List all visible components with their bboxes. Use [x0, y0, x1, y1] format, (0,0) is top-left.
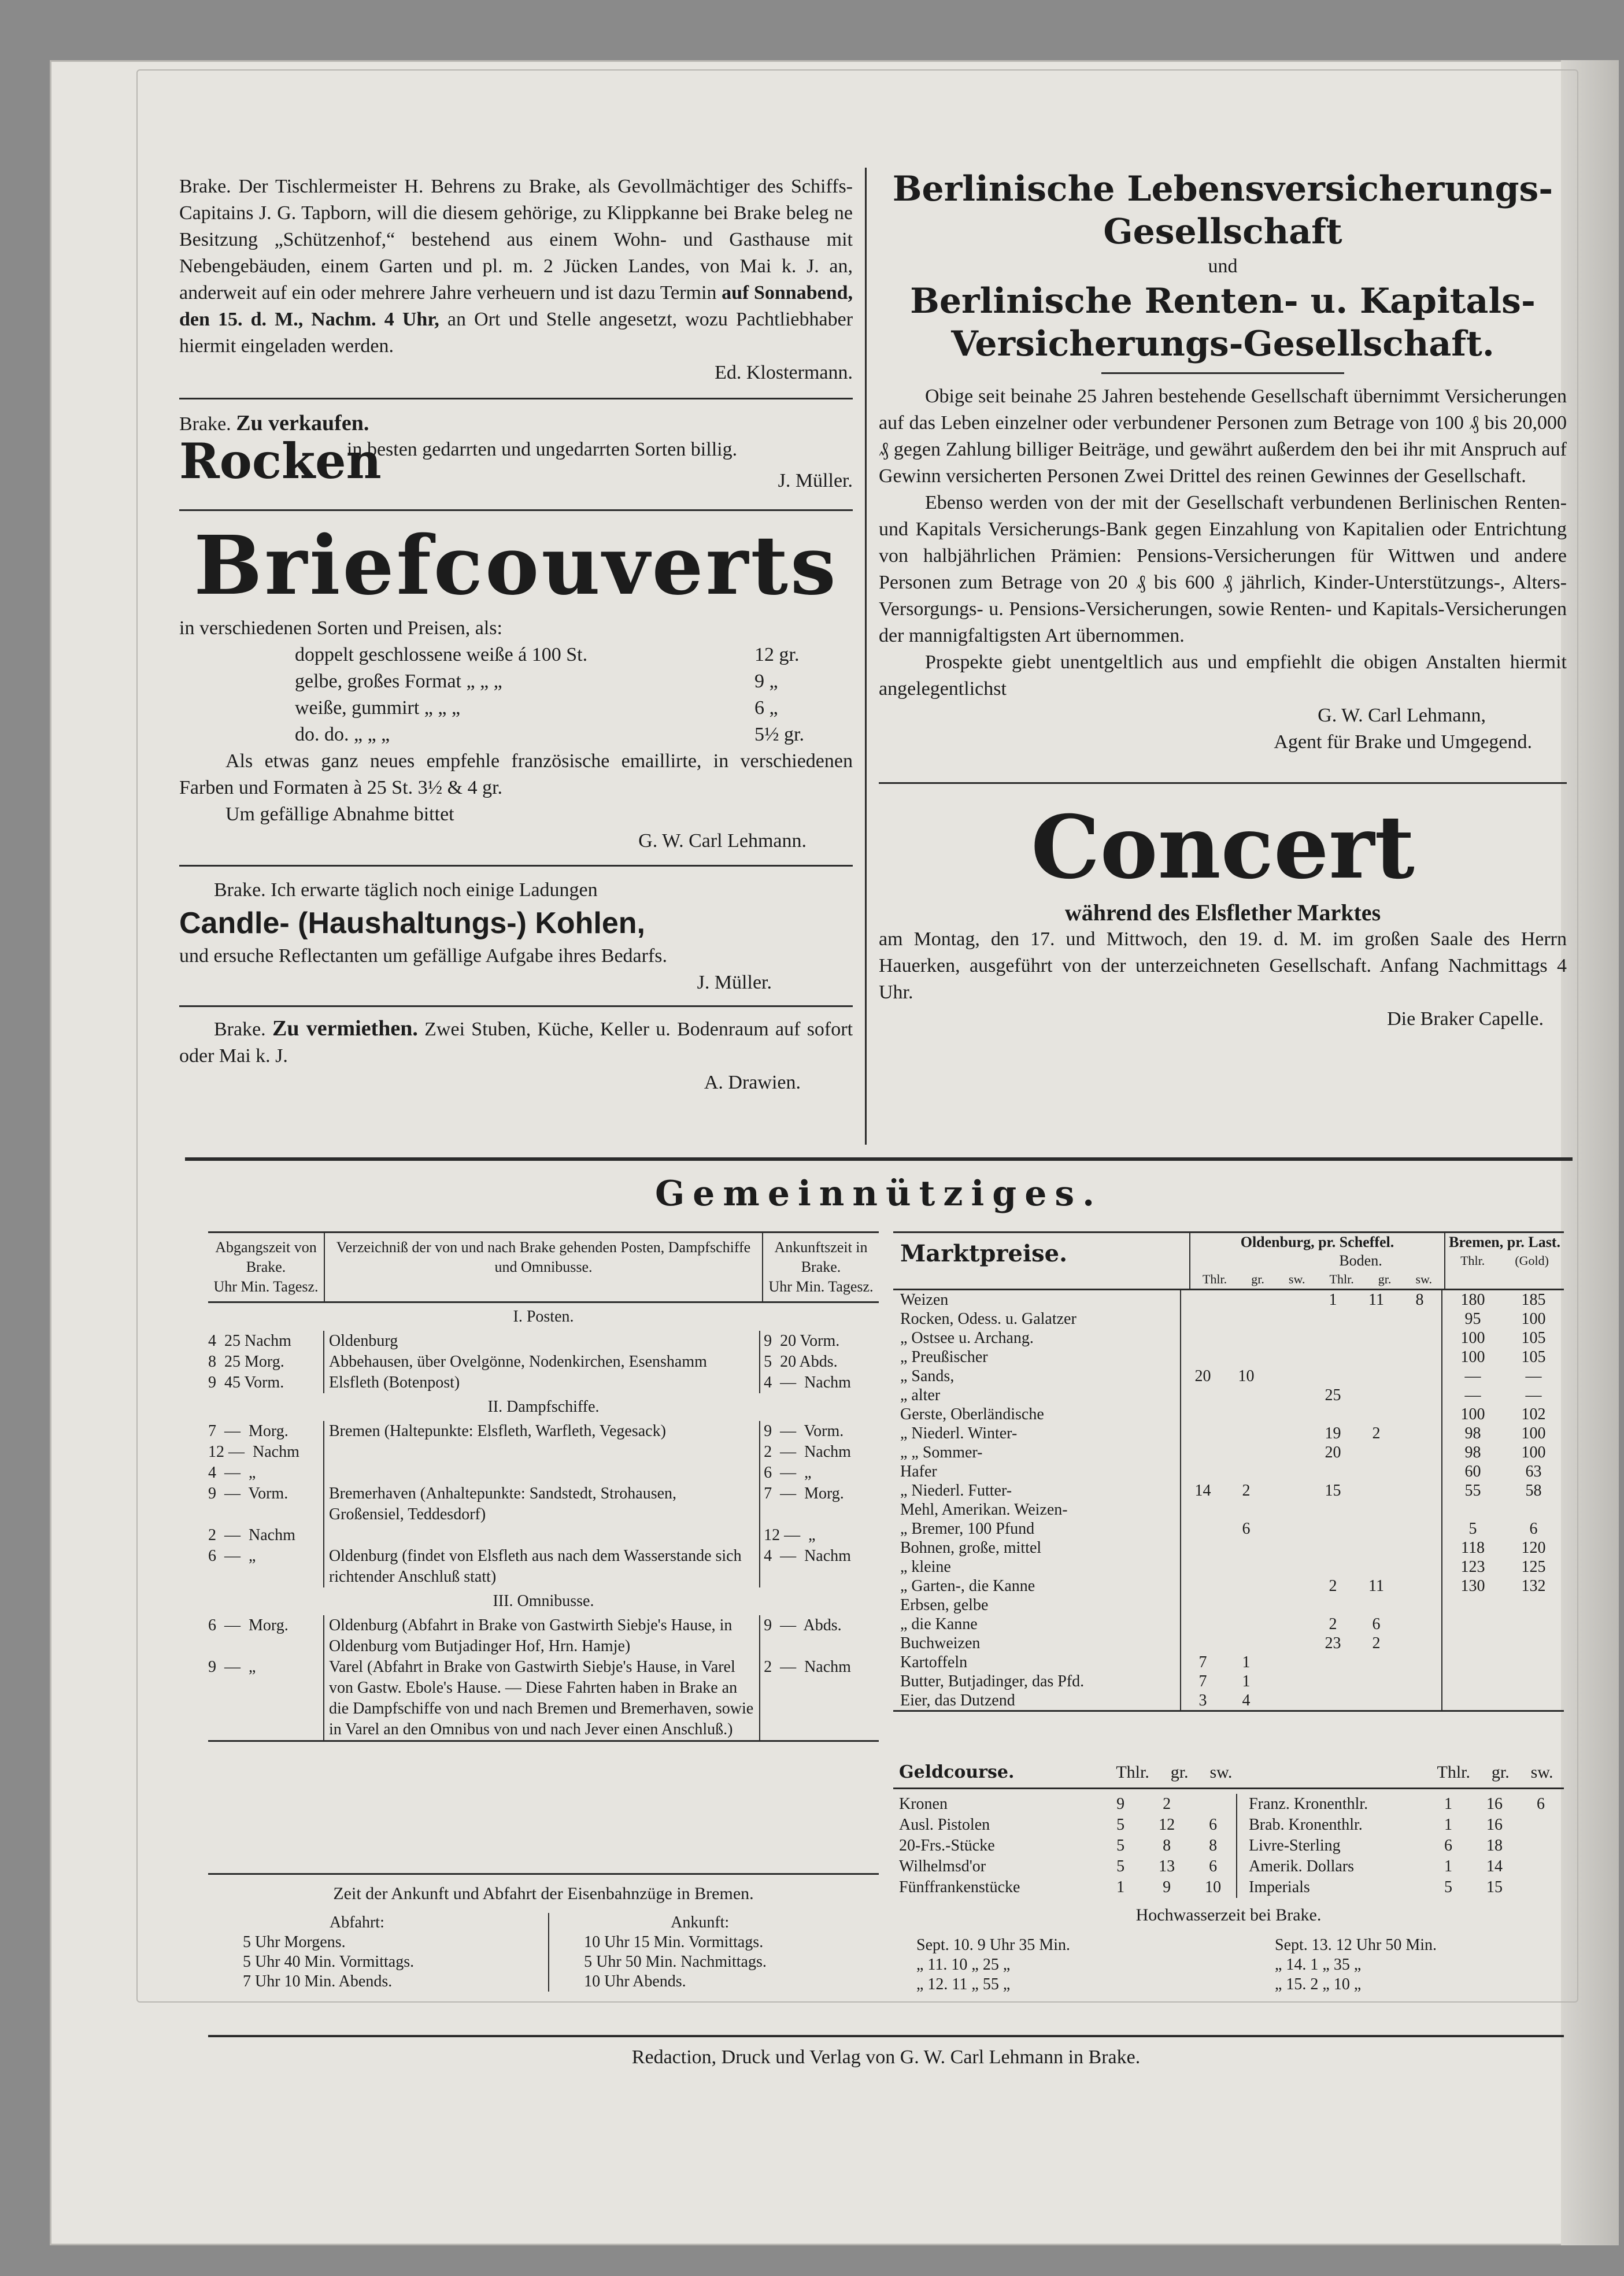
timetable-section-title: II. Dampfschiffe. — [487, 1398, 600, 1416]
market-row: Hafer 60 63 — [893, 1462, 1564, 1481]
vermiethen-text: Zwei Stuben, Küche, Keller u. Bodenraum auf sofort oder Mai k. J. — [179, 1019, 853, 1067]
timetable-row: 12 — Nachm 2 — Nachm — [208, 1442, 879, 1463]
divider — [179, 509, 853, 511]
insurance-signature-1: G. W. Carl Lehmann, — [1318, 705, 1486, 726]
markets-body — [893, 1290, 1564, 1712]
timetable-row: 9 — „ Varel (Abfahrt in Brake von Gastwirth Siebje's Hause, in Varel von Gastw. Ebole's Hause. — Diese Fahrten haben in Brake an die Dampfschiffe von und nach Bremen und Bremerhaven, sowie in Varel an den Omnibus von und nach Jever einen Anschluß.) 2 — Nachm — [208, 1657, 879, 1740]
section-rule — [185, 1157, 1573, 1161]
price-row: gelbe, großes Format „ „ „ 9 „ — [295, 671, 778, 692]
ad-kohlen — [179, 877, 853, 996]
market-row: Rocken, Odess. u. Galatzer 95 100 — [893, 1309, 1564, 1328]
geldcourse-row: Wilhelmsd'or 5 13 6 Amerik. Dollars 1 14 — [893, 1856, 1564, 1877]
market-row: Mehl, Amerikan. Weizen- — [893, 1500, 1564, 1519]
briefcouverts-signature: G. W. Carl Lehmann. — [638, 830, 807, 852]
footer: Redaction, Druck und Verlag von G. W. Carl Lehmann in Brake. — [631, 2046, 1141, 2068]
timetable-head-left: Abgangszeit von Brake. — [215, 1239, 317, 1275]
rail-dep-head: Abfahrt: — [330, 1914, 384, 1931]
lease-tail: an Ort und Stelle angesetzt, wozu Pachtliebhaber hiermit eingeladen werden. — [179, 309, 853, 357]
insurance-p2: Ebenso werden von der mit der Gesellschaft verbundenen Berlinischen Renten- und Kapitals Versicherungs-Bank gegen Einzahlung von Kapitalien oder Entrichtung von halbjährlichen Prämien: Pensions-Versicherungen für Wittwen und andere Personen zum Betrage von 20 ₰ bis 600 ₰ jährlich, Kinder-Unterstützungs-, Alters-Versorgungs- u. Pensions-Versicherungen, sowie Renten- und Kapitals-Versicherungen der mannigfaltigsten Art übernommen. — [879, 492, 1567, 646]
geldcourse-title: Geldcourse. — [899, 1762, 1015, 1782]
divider — [879, 782, 1567, 784]
tide-row: Sept. 13. 12 Uhr 50 Min. — [1275, 1936, 1437, 1954]
ad-rocken — [179, 410, 853, 497]
ad-vermiethen: Brake. Zu vermiethen. Zwei Stuben, Küche, Keller u. Bodenraum auf sofort oder Mai k. J. A. Drawien. — [179, 1015, 853, 1096]
divider — [1101, 372, 1344, 374]
markets-head-old: Oldenburg, pr. Scheffel. — [1240, 1234, 1394, 1250]
geldcourse-row: Fünffrankenstücke 1 9 10 Imperials 5 15 — [893, 1877, 1564, 1898]
vermiethen-signature: A. Drawien. — [704, 1072, 801, 1093]
right-column — [879, 168, 1567, 1032]
ad-lease — [179, 173, 853, 386]
rocken-text: in besten gedarrten und ungedarrten Sorten billig. — [347, 439, 738, 460]
timetable-row: 8 25 Morg. Abbehausen, über Ovelgönne, Nodenkirchen, Esenshamm 5 20 Abds. — [208, 1352, 879, 1372]
rocken-place: Brake. — [179, 413, 231, 435]
timetable-head-right: Ankunftszeit in Brake. — [774, 1239, 868, 1275]
rail-departure: 5 Uhr 40 Min. Vormittags. — [243, 1953, 415, 1971]
timetable-head-left-cols: Uhr Min. Tagesz. — [213, 1278, 319, 1295]
geldcourse-row: 20-Frs.-Stücke 5 8 8 Livre-Sterling 6 18 — [893, 1835, 1564, 1856]
market-row: „ Preußischer 100 105 — [893, 1348, 1564, 1367]
market-row: Butter, Butjadinger, das Pfd. 7 1 — [893, 1672, 1564, 1691]
briefcouverts-headline: Briefcouverts — [194, 519, 838, 613]
rocken-word: Rocken — [179, 432, 382, 490]
geldcourse-row: Kronen 9 2 Franz. Kronenthlr. 1 16 6 — [893, 1794, 1564, 1815]
timetable-row: 6 — Morg. Oldenburg (Abfahrt in Brake von Gastwirth Siebje's Hause, in Oldenburg vom Butjadinger Hof, Hrn. Hamje) 9 — Abds. — [208, 1615, 879, 1657]
ad-insurance — [879, 168, 1567, 756]
market-row: „ Ostsee u. Archang. 100 105 — [893, 1328, 1564, 1348]
briefcouverts-list — [179, 642, 853, 748]
market-row: Bohnen, große, mittel 118 120 — [893, 1538, 1564, 1557]
divider — [179, 1005, 853, 1007]
market-row: Kartoffeln 7 1 — [893, 1653, 1564, 1672]
lease-date: auf Sonnabend, den 15. d. M., Nachm. 4 Uhr, — [179, 282, 853, 330]
insurance-signature-2: Agent für Brake und Umgegend. — [1274, 731, 1532, 753]
market-row: „ die Kanne 2 6 — [893, 1615, 1564, 1634]
tide-title: Hochwasserzeit bei Brake. — [1135, 1905, 1322, 1925]
insurance-p3: Prospekte giebt unentgeltlich aus und empfiehlt die obigen Anstalten hiermit angelegentlichst — [879, 652, 1567, 700]
tide-row: „ 15. 2 „ 10 „ — [1275, 1975, 1362, 1993]
vermiethen-headline: Zu vermiethen. — [272, 1016, 418, 1041]
rail-times — [208, 1873, 879, 1992]
geldcourse-row: Ausl. Pistolen 5 12 6 Brab. Kronenthlr. 1 16 — [893, 1815, 1564, 1835]
insurance-title-1: Berlinische Lebensversicherungs-Gesellschaft — [892, 169, 1553, 252]
market-row: Weizen 1 11 8 180 185 — [893, 1290, 1564, 1309]
market-row: „ Sands, 20 10 — — — [893, 1367, 1564, 1386]
price-row: doppelt geschlossene weiße á 100 St. 12 gr. — [295, 644, 800, 665]
market-row: Erbsen, gelbe — [893, 1596, 1564, 1615]
insurance-p1: Obige seit beinahe 25 Jahren bestehende Gesellschaft übernimmt Versicherungen auf das Leben einzelner oder verbundener Personen zum Betrage von 100 ₰ bis 20,000 ₰ gegen Zahlung billiger Beiträge, und gewährt außerdem den bei ihr mit Anspruch auf Gewinn versicherten Personen Zwei Drittel des reinen Gewinnes der Gesellschaft. — [879, 386, 1567, 487]
market-row: „ Bremer, 100 Pfund 6 5 6 — [893, 1519, 1564, 1538]
briefcouverts-intro: in verschiedenen Sorten und Preisen, als: — [179, 617, 502, 639]
timetable — [208, 1231, 879, 1742]
kohlen-signature: J. Müller. — [697, 972, 772, 993]
timetable-row: 4 — „ 6 — „ — [208, 1463, 879, 1483]
concert-sub: während des Elsflether Marktes — [1064, 900, 1381, 926]
geldcourse: Geldcourse. Thlr. gr. sw. Thlr. gr. sw. Kronen 9 2 Franz. Kronenthlr. 1 16 6 Ausl. Pistolen 5 12 6 Brab. Kronenthlr. 1 16 20-Frs.-Stücke 5 8 8 Livre-Sterling 6 18 Wilhelmsd'or 5 13 6 Amerik. Dollars 1 14 Fünffrankenstücke 1 9 10 Imperials 5 15 — [893, 1757, 1564, 1898]
kohlen-text: und ersuche Reflectanten um gefällige Aufgabe ihres Bedarfs. — [179, 945, 668, 967]
tide-row: „ 11. 10 „ 25 „ — [916, 1956, 1011, 1974]
concert-headline: Concert — [1031, 797, 1415, 898]
rail-arrival: 10 Uhr Abends. — [584, 1972, 686, 1990]
lease-signature: Ed. Klostermann. — [715, 362, 853, 383]
lease-text: Brake. Der Tischlermeister H. Behrens zu Brake, als Gevollmächtiger des Schiffs-Capitains J. G. Tapborn, will die diesem gehörige, zu Klippkanne bei Brake beleg ne Besitzung „Schützenhof,“ bestehend aus einem Wohn- und Gasthause mit Nebengebäuden, einem Garten und pl. m. 2 Jücken Landes, von Mai k. J. an, anderweit auf ein oder mehrere Jahre verheuern und ist dazu Termin — [179, 176, 853, 304]
tide-row: „ 12. 11 „ 55 „ — [916, 1975, 1011, 1993]
market-row: Buchweizen 23 2 — [893, 1634, 1564, 1653]
column-divider — [865, 168, 867, 1145]
kohlen-intro: Brake. Ich erwarte täglich noch einige Ladungen — [214, 879, 598, 901]
timetable-head-right-cols: Uhr Min. Tagesz. — [768, 1278, 874, 1295]
market-row: „ Niederl. Futter- 14 2 15 55 58 — [893, 1481, 1564, 1500]
market-row: „ kleine 123 125 — [893, 1557, 1564, 1576]
timetable-row: 7 — Morg. Bremen (Haltepunkte: Elsfleth, Warfleth, Vegesack) 9 — Vorm. — [208, 1421, 879, 1442]
briefcouverts-closing: Um gefällige Abnahme bittet — [225, 804, 454, 825]
divider — [179, 398, 853, 399]
market-row: „ „ Sommer- 20 98 100 — [893, 1443, 1564, 1462]
insurance-und: und — [1208, 256, 1238, 277]
price-row: weiße, gummirt „ „ „ 6 „ — [295, 697, 778, 719]
markets-head-bremen: Bremen, pr. Last. — [1449, 1234, 1560, 1250]
geldcourse-body — [893, 1789, 1564, 1898]
concert-signature: Die Braker Capelle. — [1387, 1008, 1544, 1030]
section-title: Gemeinnütziges. — [654, 1174, 1103, 1214]
timetable-row: 9 — Vorm. Bremerhaven (Anhaltepunkte: Sandstedt, Strohausen, Großensiel, Teddesdorf) 7 — Morg. — [208, 1483, 879, 1525]
timetable-row: 4 25 Nachm Oldenburg 9 20 Vorm. — [208, 1331, 879, 1352]
concert-text: am Montag, den 17. und Mittwoch, den 19. d. M. im großen Saale des Herrn Hauerken, ausgeführt von der unterzeichneten Gesellschaft. Anfang Nachmittags 4 Uhr. — [879, 928, 1567, 1003]
rail-departure: 7 Uhr 10 Min. Abends. — [243, 1972, 393, 1990]
timetable-head-mid: Verzeichniß der von und nach Brake gehenden Posten, Dampfschiffe und Omnibusse. — [324, 1233, 762, 1301]
footer-rule — [208, 2035, 1564, 2037]
timetable-row: 9 45 Vorm. Elsfleth (Botenpost) 4 — Nachm — [208, 1372, 879, 1393]
rail-departure: 5 Uhr Morgens. — [243, 1933, 346, 1951]
market-row: „ alter 25 — — — [893, 1386, 1564, 1405]
timetable-section-title: I. Posten. — [513, 1308, 574, 1326]
tide-row: „ 14. 1 „ 35 „ — [1275, 1956, 1362, 1974]
market-row: Eier, das Dutzend 3 4 — [893, 1691, 1564, 1710]
markets-head-boden: Boden. — [1339, 1252, 1382, 1269]
markets: Marktpreise. Oldenburg, pr. Scheffel. Boden. Thlr. gr. sw. Thlr. gr. sw. Bremen, pr. Last. Thlr. (Gold) Weizen 1 11 8 180 185 Rocken, Odess. u. Galatzer 95 100 „ Ostsee u. Archang. 100 105 „ Preußischer 100 105 „ Sands, 20 10 — — „ alter 25 — — Gerste, Oberländische 100 102 „ Niederl. Winter- 19 2 98 100 „ „ Sommer- 20 98 100 Hafer 60 63 „ Niederl. Futter- 14 2 15 55 58 Mehl, Amerikan. Weizen- „ Bremer, 100 Pfund 6 5 6 Bohnen, große, mittel 118 120 „ kleine 123 125 „ Garten-, die Kanne 2 11 130 132 Erbsen, gelbe „ die Kanne 2 6 Buchweizen 23 2 Kartoffeln 7 1 Butter, Butjadinger, das Pfd. 7 1 Eier, das Dutzend 3 4 — [893, 1231, 1564, 1712]
divider — [179, 865, 853, 867]
timetable-section-title: III. Omnibusse. — [493, 1592, 594, 1610]
insurance-title-2: Berlinische Renten- u. Kapitals-Versicherungs-Gesellschaft. — [910, 281, 1536, 364]
markets-title: Marktpreise. — [900, 1240, 1068, 1267]
rail-title: Zeit der Ankunft und Abfahrt der Eisenbahnzüge in Bremen. — [333, 1884, 754, 1903]
price-row: do. do. „ „ „ 5½ gr. — [295, 724, 804, 745]
ad-briefcouverts — [179, 517, 853, 854]
left-column — [179, 173, 853, 1096]
kohlen-headline: Candle- (Haushaltungs-) Kohlen, — [179, 906, 645, 940]
market-row: „ Garten-, die Kanne 2 11 130 132 — [893, 1576, 1564, 1596]
timetable-body — [208, 1307, 879, 1742]
timetable-row: 2 — Nachm 12 — „ — [208, 1525, 879, 1546]
rail-arrival: 5 Uhr 50 Min. Nachmittags. — [584, 1953, 767, 1971]
rail-arrival: 10 Uhr 15 Min. Vormittags. — [584, 1933, 764, 1951]
rocken-signature: J. Müller. — [778, 470, 853, 491]
market-row: „ Niederl. Winter- 19 2 98 100 — [893, 1424, 1564, 1443]
ad-concert — [879, 795, 1567, 1032]
tide-row: Sept. 10. 9 Uhr 35 Min. — [916, 1936, 1070, 1954]
timetable-row: 6 — „ Oldenburg (findet von Elsfleth aus nach dem Wasserstande sich richtender Anschluß statt) 4 — Nachm — [208, 1546, 879, 1587]
tide — [893, 1902, 1564, 1994]
rail-arr-head: Ankunft: — [671, 1914, 730, 1931]
rocken-headline: Zu verkaufen. — [236, 411, 369, 435]
briefcouverts-note: Als etwas ganz neues empfehle französische emaillirte, in verschiedenen Farben und Formaten à 25 St. 3½ & 4 gr. — [179, 750, 853, 798]
market-row: Gerste, Oberländische 100 102 — [893, 1405, 1564, 1424]
